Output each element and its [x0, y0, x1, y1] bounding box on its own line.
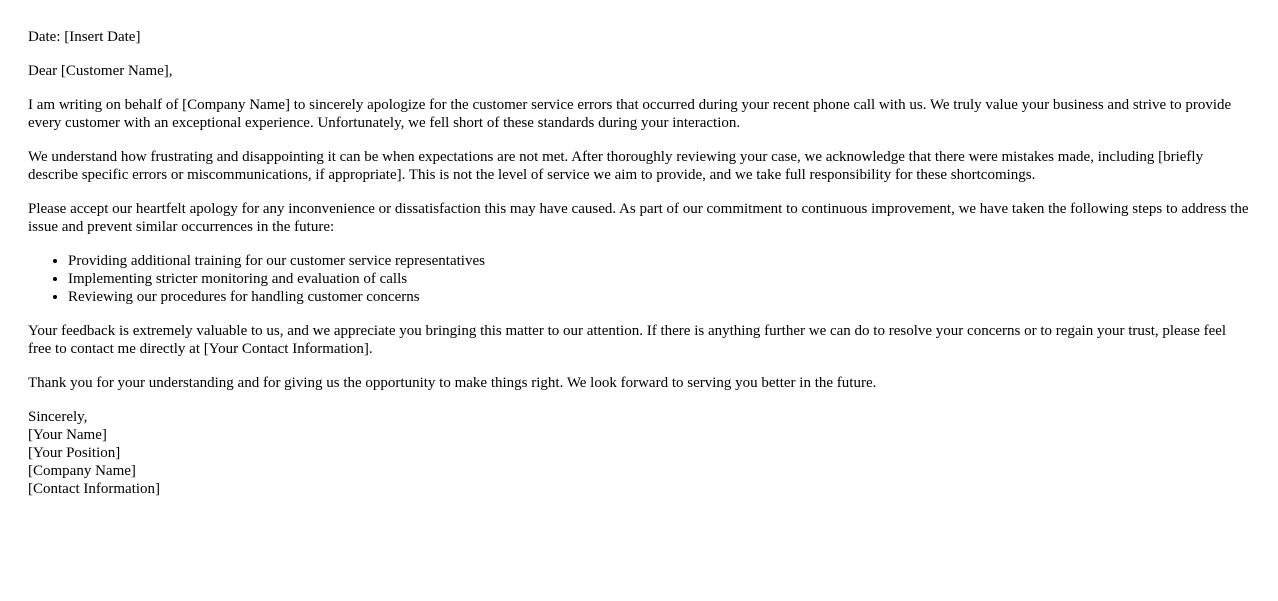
list-item: • Providing additional training for our customer service representatives: [68, 252, 1250, 270]
improvement-steps-list: [28, 252, 1250, 306]
letter-paragraph-apology: I am writing on behalf of [Company Name] to sincerely apologize for the customer service errors that occurred during your recent phone call with us. We truly value your business and strive to provide every customer with an exceptional experience. Unfortunately, we fell short of these standards during your interaction.: [28, 97, 1232, 131]
letter-paragraph-steps-intro: Please accept our heartfelt apology for any inconvenience or dissatisfaction this may have caused. As part of our commitment to continuous improvement, we have taken the following steps to address the issue and prevent similar occurrences in the future:: [28, 201, 1249, 235]
letter-paragraph-feedback: Your feedback is extremely valuable to us, and we appreciate you bringing this matter to our attention. If there is anything further we can do to resolve your concerns or to regain your trust, please feel free to contact me directly at [Your Contact Information].: [28, 323, 1227, 357]
list-item: • Implementing stricter monitoring and evaluation of calls: [68, 270, 1250, 288]
signature-name: [Your Name]: [28, 427, 107, 443]
signature-closing: Sincerely,: [28, 409, 88, 425]
letter-date: Date: [Insert Date]: [28, 29, 141, 45]
letter-paragraph-thanks: Thank you for your understanding and for giving us the opportunity to make things right. We look forward to serving you better in the future.: [28, 375, 877, 391]
signature-block: [28, 408, 1250, 498]
letter-salutation: Dear [Customer Name],: [28, 63, 173, 79]
apology-letter: [28, 28, 1250, 498]
signature-position: [Your Position]: [28, 445, 121, 461]
list-item: • Reviewing our procedures for handling customer concerns: [68, 288, 1250, 306]
letter-paragraph-acknowledgement: We understand how frustrating and disappointing it can be when expectations are not met. After thoroughly reviewing your case, we acknowledge that there were mistakes made, including [briefly describe specific errors or miscommunications, if appropriate]. This is not the level of service we aim to provide, and we take full responsibility for these shortcomings.: [28, 149, 1204, 183]
signature-company: [Company Name]: [28, 463, 136, 479]
signature-contact: [Contact Information]: [28, 481, 161, 497]
